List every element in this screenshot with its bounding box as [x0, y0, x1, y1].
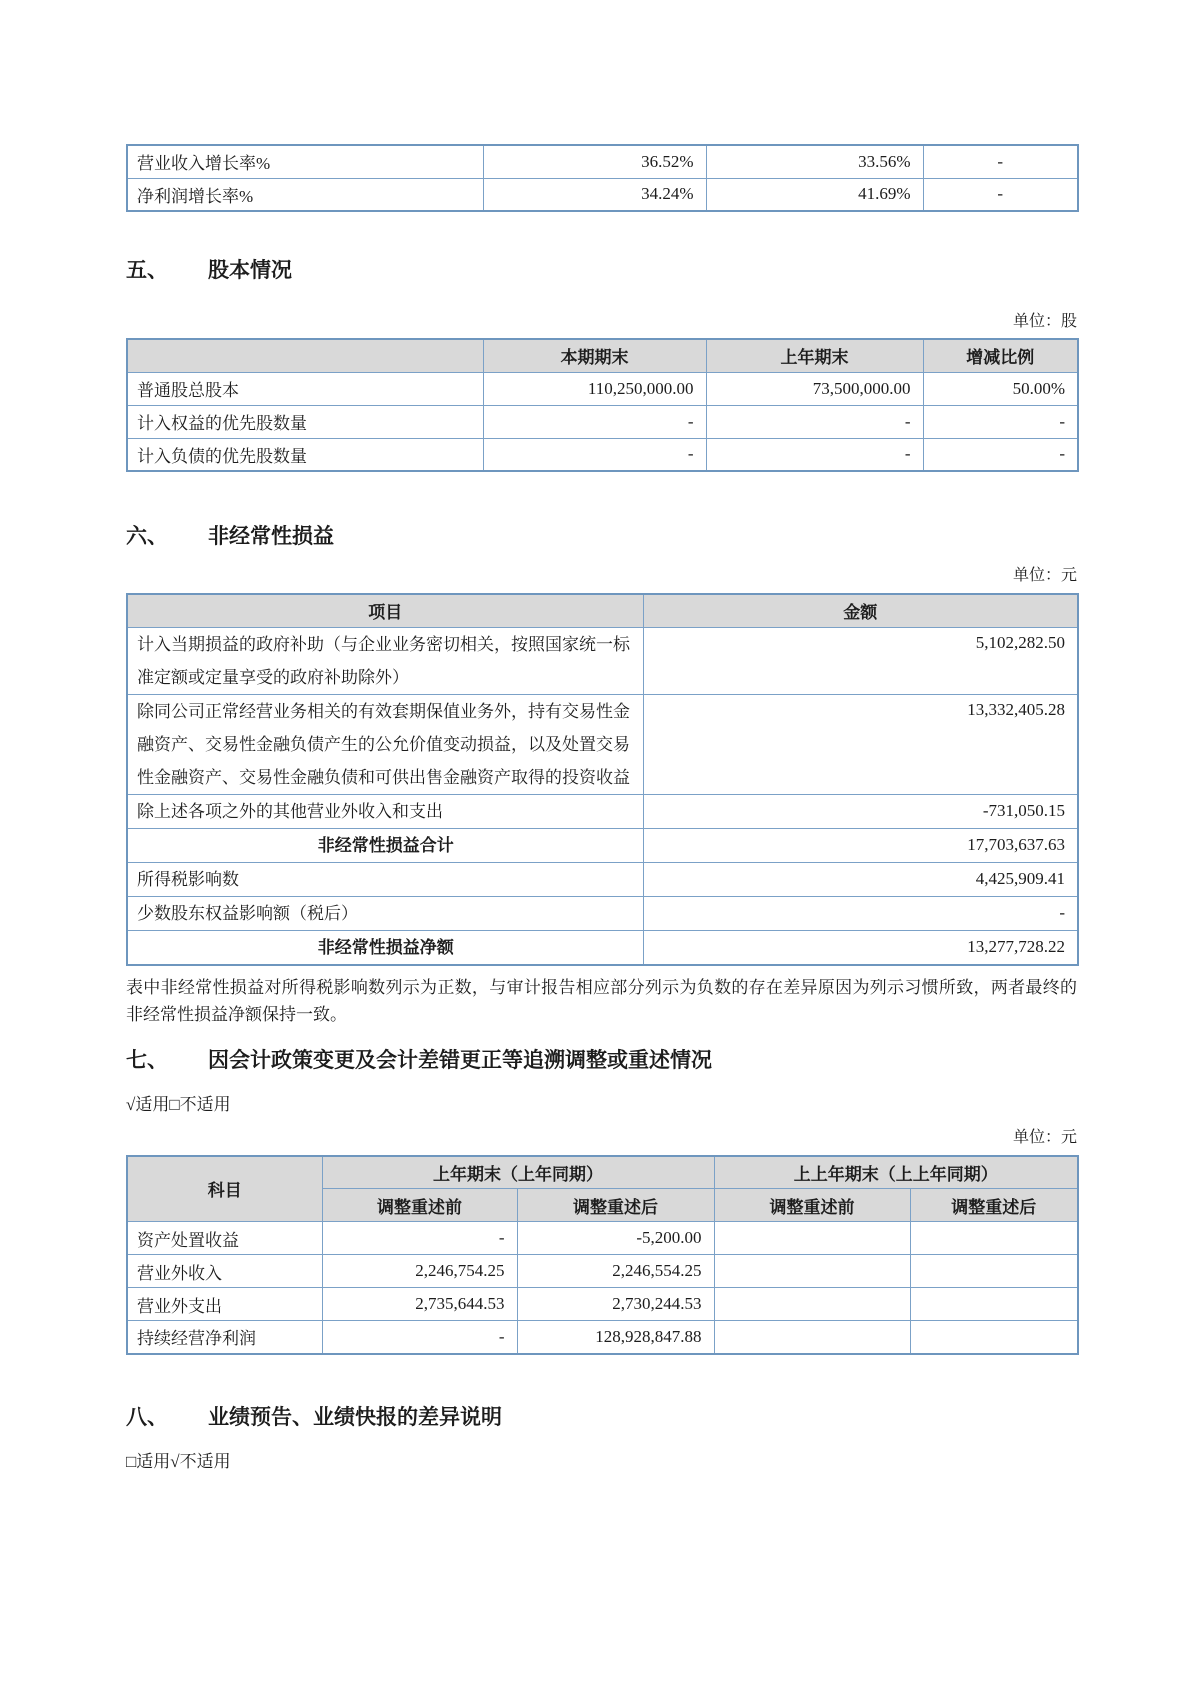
change-value: -: [923, 145, 1078, 178]
section-number: 五、: [126, 258, 168, 282]
table-row: [127, 694, 1078, 794]
after-value: 128,928,847.88: [517, 1321, 714, 1354]
after-value: 2,730,244.53: [517, 1288, 714, 1321]
prior-value: 41.69%: [706, 178, 923, 211]
row-label: 营业外支出: [127, 1288, 322, 1321]
subtotal-row: [127, 828, 1078, 862]
applicability-line: □适用√不适用: [126, 1451, 231, 1471]
section-7-heading: [126, 1046, 1077, 1074]
amount-value: -731,050.15: [643, 794, 1078, 828]
section-6-heading: [126, 522, 1077, 550]
after-value: [910, 1288, 1078, 1321]
table-row: [127, 1321, 1078, 1354]
before-value: -: [322, 1222, 517, 1255]
header-after-restatement: 调整重述后: [517, 1189, 714, 1222]
header-current-period: 本期期末: [483, 339, 706, 372]
restatement-table: [126, 1155, 1079, 1355]
table-row: [127, 178, 1078, 211]
current-value: 34.24%: [483, 178, 706, 211]
table-row: [127, 438, 1078, 471]
header-blank: [127, 339, 483, 372]
table-row: [127, 794, 1078, 828]
row-label: 少数股东权益影响额（税后）: [127, 896, 643, 930]
table-row: [127, 372, 1078, 405]
section-8-heading: [126, 1403, 1077, 1431]
section-title: 股本情况: [208, 258, 292, 282]
prior-value: 33.56%: [706, 145, 923, 178]
after-value: 2,246,554.25: [517, 1255, 714, 1288]
section-number: 六、: [126, 524, 168, 548]
change-value: -: [923, 438, 1078, 471]
prior-value: -: [706, 438, 923, 471]
header-before-restatement: 调整重述前: [714, 1189, 910, 1222]
table-row: [127, 896, 1078, 930]
table-header-row: [127, 594, 1078, 627]
unit-label: 单位：元: [1012, 1128, 1077, 1146]
row-label: 除同公司正常经营业务相关的有效套期保值业务外，持有交易性金融资产、交易性金融负债产生的公允价值变动损益，以及处置交易性金融资产、交易性金融负债和可供出售金融资产取得的投资收益: [127, 694, 643, 794]
amount-value: 17,703,637.63: [643, 828, 1078, 862]
applicability-line: √适用□不适用: [126, 1094, 231, 1114]
table-row: [127, 405, 1078, 438]
before-value: [714, 1321, 910, 1354]
prior-value: -: [706, 405, 923, 438]
after-value: [910, 1321, 1078, 1354]
after-value: [910, 1255, 1078, 1288]
row-label: 净利润增长率%: [127, 178, 483, 211]
header-subject: 科目: [127, 1156, 322, 1222]
prior-value: 73,500,000.00: [706, 372, 923, 405]
section-number: 七、: [126, 1047, 168, 1072]
amount-value: 13,277,728.22: [643, 930, 1078, 965]
after-value: [910, 1222, 1078, 1255]
change-value: -: [923, 405, 1078, 438]
row-label: 计入权益的优先股数量: [127, 405, 483, 438]
current-value: 36.52%: [483, 145, 706, 178]
table-row: [127, 862, 1078, 896]
before-value: [714, 1222, 910, 1255]
change-value: -: [923, 178, 1078, 211]
current-value: -: [483, 405, 706, 438]
non-recurring-items-table: [126, 593, 1079, 966]
non-recurring-note: 表中非经常性损益对所得税影响数列示为正数，与审计报告相应部分列示为负数的存在差异原因为列示习惯所致，两者最终的非经常性损益净额保持一致。: [126, 977, 1077, 1024]
change-value: 50.00%: [923, 372, 1078, 405]
table-row: [127, 627, 1078, 694]
total-row: [127, 930, 1078, 965]
row-label: 所得税影响数: [127, 862, 643, 896]
amount-value: 5,102,282.50: [643, 627, 1078, 694]
growth-rate-table: [126, 144, 1079, 212]
row-label: 营业收入增长率%: [127, 145, 483, 178]
header-prior-year-group: 上年期末（上年同期）: [322, 1156, 714, 1189]
amount-value: 13,332,405.28: [643, 694, 1078, 794]
table-row: [127, 145, 1078, 178]
table-header-row: [127, 1156, 1078, 1189]
row-label: 营业外收入: [127, 1255, 322, 1288]
header-change-ratio: 增减比例: [923, 339, 1078, 372]
amount-value: -: [643, 896, 1078, 930]
document-content: [126, 144, 1077, 1473]
header-after-restatement: 调整重述后: [910, 1189, 1078, 1222]
section-title: 业绩预告、业绩快报的差异说明: [208, 1404, 502, 1429]
row-label: 非经常性损益净额: [127, 930, 643, 965]
header-prior-period: 上年期末: [706, 339, 923, 372]
unit-label: 单位：股: [1012, 313, 1077, 330]
table-header-row: [127, 339, 1078, 372]
amount-value: 4,425,909.41: [643, 862, 1078, 896]
row-label: 计入负债的优先股数量: [127, 438, 483, 471]
table-row: [127, 1222, 1078, 1255]
before-value: [714, 1288, 910, 1321]
before-value: 2,246,754.25: [322, 1255, 517, 1288]
current-value: 110,250,000.00: [483, 372, 706, 405]
current-value: -: [483, 438, 706, 471]
unit-label: 单位：元: [1012, 567, 1077, 584]
header-amount: 金额: [643, 594, 1078, 627]
row-label: 普通股总股本: [127, 372, 483, 405]
section-5-heading: [126, 256, 1077, 284]
before-value: 2,735,644.53: [322, 1288, 517, 1321]
section-title: 非经常性损益: [208, 524, 334, 548]
header-before-restatement: 调整重述前: [322, 1189, 517, 1222]
header-prior2-year-group: 上上年期末（上上年同期）: [714, 1156, 1078, 1189]
row-label: 持续经营净利润: [127, 1321, 322, 1354]
section-title: 因会计政策变更及会计差错更正等追溯调整或重述情况: [208, 1047, 712, 1072]
row-label: 非经常性损益合计: [127, 828, 643, 862]
before-value: -: [322, 1321, 517, 1354]
table-row: [127, 1255, 1078, 1288]
row-label: 计入当期损益的政府补助（与企业业务密切相关，按照国家统一标准定额或定量享受的政府补助除外）: [127, 627, 643, 694]
row-label: 资产处置收益: [127, 1222, 322, 1255]
share-capital-table: [126, 338, 1079, 472]
row-label: 除上述各项之外的其他营业外收入和支出: [127, 794, 643, 828]
header-item: 项目: [127, 594, 643, 627]
before-value: [714, 1255, 910, 1288]
after-value: -5,200.00: [517, 1222, 714, 1255]
section-number: 八、: [126, 1404, 168, 1429]
table-row: [127, 1288, 1078, 1321]
